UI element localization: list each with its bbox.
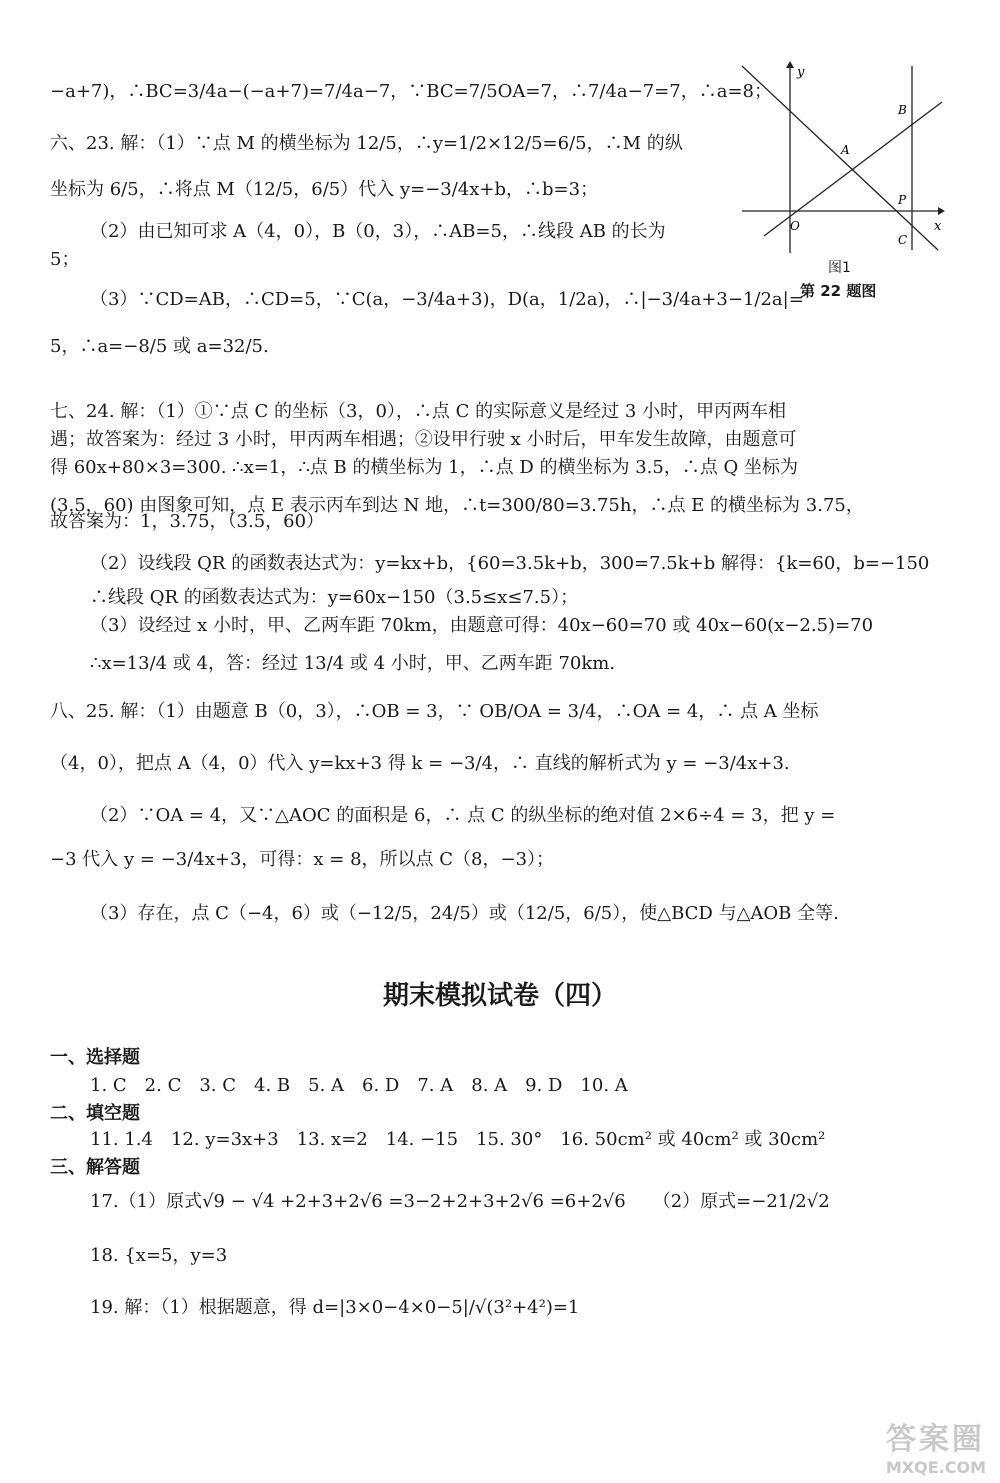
text-line: 七、24. 解：（1）①∵点 C 的坐标（3，0），∴点 C 的实际意义是经过 3 小时，甲丙两车相 — [50, 401, 787, 422]
page-title: 期末模拟试卷（四） — [382, 981, 617, 1011]
text-line: 六、23. 解：（1）∵点 M 的横坐标为 12/5，∴y=1/2×12/5=6/5，∴M 的纵 — [50, 133, 683, 154]
line-ab — [742, 66, 938, 250]
text-line: −a+7)，∴BC=3/4a−(−a+7)=7/4a−7，∵BC=7/5OA=7，∴7/4a−7=7，∴a=8； — [50, 81, 772, 102]
label-x: x — [934, 219, 942, 234]
text-line: 八、25. 解：（1）由题意 B（0，3），∴OB = 3，∵ OB/OA = 3/4，∴OA = 4，∴ 点 A 坐标 — [50, 701, 819, 722]
text-line: 故答案为：1，3.75，（3.5，60） — [50, 511, 325, 532]
text-line: 5，∴a=−8/5 或 a=32/5. — [50, 336, 269, 357]
coordinate-figure — [738, 58, 948, 254]
watermark: 答案圈 MXQE.COM — [885, 1422, 986, 1477]
y-axis-arrow — [786, 61, 794, 68]
text-line: （3）∵CD=AB，∴CD=5，∵C(a，−3/4a+3)，D(a，1/2a)，∴|−3/4a+3−1/2a|= — [90, 289, 804, 310]
answer-line: 1. C 2. C 3. C 4. B 5. A 6. D 7. A 8. A 9. D 10. A — [90, 1075, 628, 1096]
text-line: （2）由已知可求 A（4，0），B（0，3），∴AB=5，∴线段 AB 的长为 — [90, 221, 666, 242]
answer-line: 18. {x=5，y=3 — [90, 1245, 228, 1266]
text-line: （3）存在，点 C（−4，6）或（−12/5，24/5）或（12/5，6/5），使△BCD 与△AOB 全等. — [90, 903, 839, 924]
label-p: P — [898, 193, 907, 207]
text-line: (3.5，60) 由图象可知，点 E 表示丙车到达 N 地，∴t=300/80=3.75h，∴点 E 的横坐标为 3.75， — [50, 495, 864, 516]
label-b: B — [898, 103, 907, 117]
label-c: C — [898, 233, 908, 247]
section-heading: 三、解答题 — [50, 1157, 140, 1178]
figure-caption: 第 22 题图 — [800, 282, 877, 300]
x-axis-arrow — [938, 207, 945, 215]
answer-line: 19. 解：（1）根据题意，得 d=|3×0−4×0−5|/√(3²+4²)=1 — [90, 1297, 580, 1318]
label-o: O — [790, 219, 800, 233]
text-line: （3）设经过 x 小时，甲、乙两车距 70km，由题意可得：40x−60=70 或 40x−60(x−2.5)=70 — [90, 615, 874, 636]
text-line: 遇；故答案为：经过 3 小时，甲丙两车相遇；②设甲行驶 x 小时后，甲车发生故障，由题意可 — [50, 429, 797, 450]
section-heading: 一、选择题 — [50, 1047, 140, 1068]
text-line: （2）∵OA = 4，又∵△AOC 的面积是 6，∴ 点 C 的纵坐标的绝对值 2×6÷4 = 3，把 y = — [90, 805, 836, 826]
figure-caption: 图1 — [828, 260, 851, 276]
text-line: ∴x=13/4 或 4，答：经过 13/4 或 4 小时，甲、乙两车距 70km. — [90, 653, 616, 674]
label-y: y — [797, 65, 805, 80]
label-a: A — [841, 143, 850, 157]
line-op — [764, 102, 942, 236]
text-line: 坐标为 6/5，∴将点 M（12/5，6/5）代入 y=−3/4x+b，∴b=3； — [50, 179, 599, 200]
text-line: （4，0），把点 A（4，0）代入 y=kx+3 得 k = −3/4，∴ 直线的解析式为 y = −3/4x+3. — [50, 753, 790, 774]
answer-line: 17.（1）原式√9 − √4 +2+3+2√6 =3−2+2+3+2√6 =6+2√6 （2）原式=−21/2√2 — [90, 1191, 830, 1212]
answer-line: 11. 1.4 12. y=3x+3 13. x=2 14. −15 15. 30° 16. 50cm² 或 40cm² 或 30cm² — [90, 1129, 826, 1150]
text-line: ∴线段 QR 的函数表达式为：y=60x−150（3.5≤x≤7.5）； — [90, 587, 579, 608]
text-line: 5； — [50, 249, 80, 270]
text-line: −3 代入 y = −3/4x+3，可得：x = 8，所以点 C（8，−3）； — [50, 849, 555, 870]
section-heading: 二、填空题 — [50, 1103, 140, 1124]
text-line: （2）设线段 QR 的函数表达式为：y=kx+b，{60=3.5k+b，300=7.5k+b 解得：{k=60，b=−150 — [90, 553, 930, 574]
text-line: 得 60x+80×3=300. ∴x=1，∴点 B 的横坐标为 1，∴点 D 的横坐标为 3.5，∴点 Q 坐标为 — [50, 457, 799, 478]
